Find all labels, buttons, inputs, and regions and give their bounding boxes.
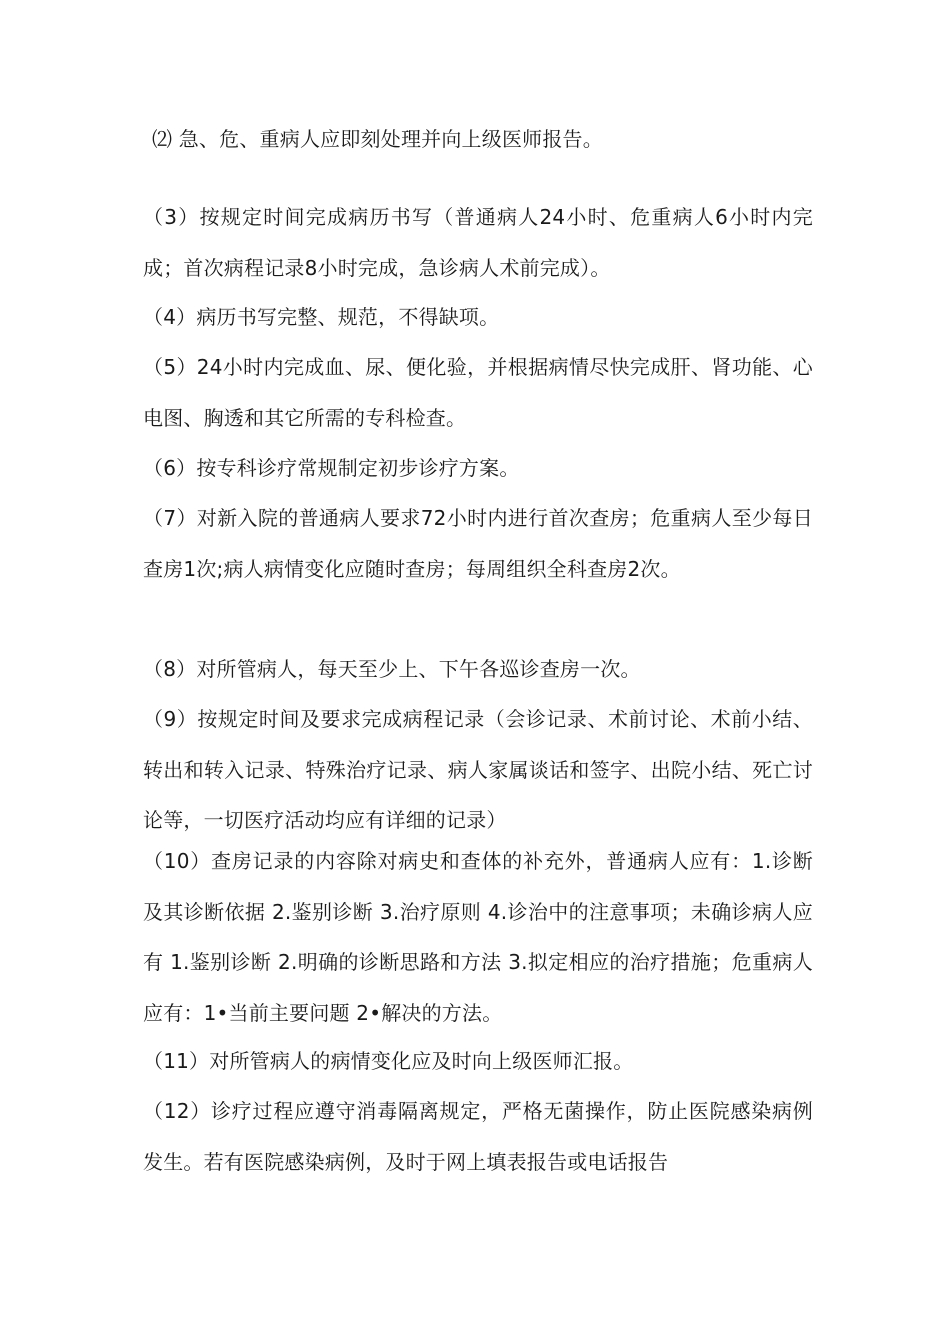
paragraph-4: （4）病历书写完整、规范，不得缺项。 xyxy=(143,305,500,329)
paragraph-7: （7）对新入院的普通病人要求72小时内进行首次查房；危重病人至少每日查房1次;病人病情变化应随时查房；每周组织全科查房2次。 xyxy=(143,506,813,581)
paragraph-10: （10）查房记录的内容除对病史和查体的补充外，普通病人应有：1.诊断及其诊断依据 2.鉴别诊断 3.治疗原则 4.诊治中的注意事项；未确诊病人应有 1.鉴别诊断 2.明确的诊断思路和方法 3.拟定相应的治疗措施；危重病人应有：1•当前主要问题 2•解决的方法。 xyxy=(143,849,813,1025)
paragraph-5: （5）24小时内完成血、尿、便化验，并根据病情尽快完成肝、肾功能、心电图、胸透和其它所需的专科检查。 xyxy=(143,355,813,430)
paragraph-6: （6）按专科诊疗常规制定初步诊疗方案。 xyxy=(143,456,520,480)
paragraph-3: （3）按规定时间完成病历书写（普通病人24小时、危重病人6小时内完成；首次病程记录8小时完成，急诊病人术前完成）。 xyxy=(143,205,813,280)
paragraph-2: ⑵ 急、危、重病人应即刻处理并向上级医师报告。 xyxy=(152,127,603,151)
paragraph-9: （9）按规定时间及要求完成病程记录（会诊记录、术前讨论、术前小结、转出和转入记录、特殊治疗记录、病人家属谈话和签字、出院小结、死亡讨论等，一切医疗活动均应有详细的记录） xyxy=(143,707,813,832)
paragraph-11: （11）对所管病人的病情变化应及时向上级医师汇报。 xyxy=(143,1049,634,1073)
paragraph-8: （8）对所管病人，每天至少上、下午各巡诊查房一次。 xyxy=(143,657,641,681)
paragraph-12: （12）诊疗过程应遵守消毒隔离规定，严格无菌操作，防止医院感染病例发生。若有医院感染病例，及时于网上填表报告或电话报告 xyxy=(143,1099,813,1174)
